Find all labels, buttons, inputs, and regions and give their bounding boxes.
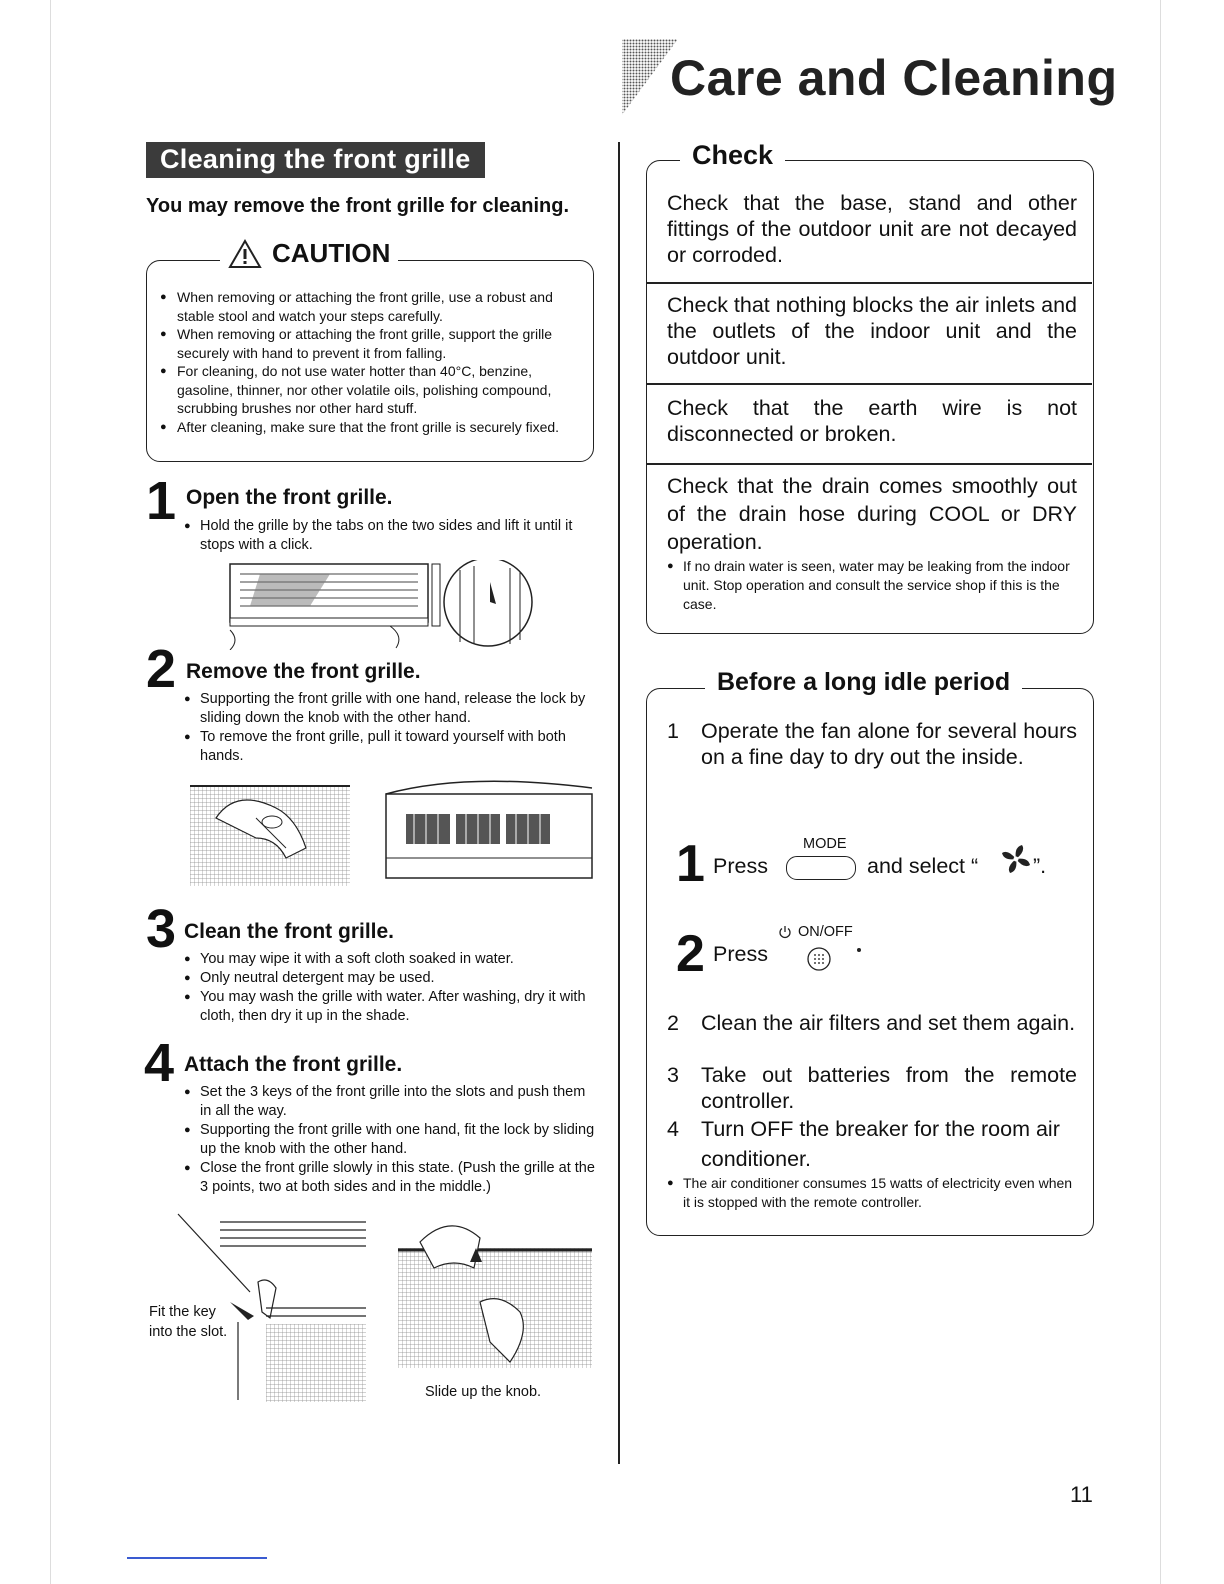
step-3-title: Clean the front grille.: [184, 920, 395, 943]
idle-item-1: [667, 718, 1077, 770]
caption-slide-up: Slide up the knob.: [425, 1384, 542, 1400]
open-grille-illustration: [220, 560, 540, 650]
attach-grille-illustration: [170, 1212, 600, 1402]
step-1-list: [184, 517, 596, 555]
check-item-2: Check that nothing blocks the air inlets and the outlets of the indoor unit and the outdoor unit.: [667, 293, 1077, 369]
step-3-list: [184, 950, 596, 1026]
scan-edge-right: [1160, 0, 1161, 1584]
step-4-number: 4: [144, 1033, 175, 1093]
idle-item-2: [667, 1010, 1077, 1036]
check-separator: [646, 383, 1092, 385]
mode-button-label: MODE: [803, 836, 847, 852]
idle-substep-1-end: ”.: [1033, 854, 1047, 878]
step-2-item: ● To remove the front grille, pull it toward yourself with both hands.: [184, 728, 596, 766]
idle-item-number: 3: [667, 1063, 679, 1087]
page-title: Care and Cleaning: [670, 50, 1118, 106]
caption-fit-key-1: Fit the key: [149, 1304, 216, 1320]
idle-substep-1-select: and select “: [867, 854, 979, 878]
check-title: Check: [680, 140, 785, 171]
idle-item-text: Turn OFF the breaker for the room air conditioner.: [701, 1117, 1060, 1171]
remove-grille-illustration: [186, 778, 596, 893]
step-2-number: 2: [146, 639, 177, 699]
step-2-list: [184, 690, 596, 766]
check-separator: [646, 463, 1092, 465]
onoff-button-label: ON/OFF: [798, 924, 853, 940]
step-3-item: ● Only neutral detergent may be used.: [184, 969, 596, 988]
intro-text: You may remove the front grille for cleaning.: [146, 195, 570, 217]
idle-item-text: Take out batteries from the remote controller.: [701, 1063, 1077, 1113]
idle-note-item: ● The air conditioner consumes 15 watts of electricity even when it is stopped with the remote controller.: [667, 1174, 1079, 1212]
caution-item: ● When removing or attaching the front grille, use a robust and stable stool and watch your steps carefully.: [160, 288, 584, 325]
idle-item-4: [667, 1114, 1077, 1174]
check-note: [667, 557, 1079, 614]
title-corner-mark-icon: [620, 39, 678, 117]
page-header: [620, 38, 1118, 118]
idle-item-text: Clean the air filters and set them again.: [701, 1011, 1076, 1035]
check-item-3: Check that the earth wire is not disconnected or broken.: [667, 396, 1077, 446]
caution-list: [160, 288, 584, 436]
step-1-number: 1: [146, 471, 177, 531]
idle-note: [667, 1174, 1079, 1212]
idle-substep-1-press: Press: [713, 854, 768, 878]
warning-triangle-icon: [228, 239, 262, 269]
step-3-item: ● You may wipe it with a soft cloth soaked in water.: [184, 950, 596, 969]
caption-fit-key-2: into the slot.: [149, 1324, 228, 1340]
step-4-item: ● Supporting the front grille with one hand, fit the lock by sliding up the knob with the other hand.: [184, 1121, 596, 1159]
idle-item-number: 4: [667, 1117, 679, 1141]
check-item-1: Check that the base, stand and other fittings of the outdoor unit are not decayed or corroded.: [667, 191, 1077, 267]
power-icon: [778, 925, 792, 939]
step-2-title: Remove the front grille.: [186, 660, 421, 683]
idle-title: Before a long idle period: [705, 668, 1022, 697]
caution-item: ● For cleaning, do not use water hotter than 40°C, benzine, gasoline, thinner, nor other volatile oils, polishing compound, scrubbing brushes nor other hard stuff.: [160, 362, 584, 418]
idle-substep-1-number: 1: [676, 835, 705, 893]
step-3-number: 3: [146, 899, 177, 959]
fan-icon: [1000, 843, 1032, 875]
check-separator: [646, 282, 1092, 284]
idle-item-number: 2: [667, 1011, 679, 1035]
idle-substep-2-number: 2: [676, 925, 705, 983]
idle-item-3: [667, 1062, 1077, 1114]
section-title: Cleaning the front grille: [146, 142, 485, 178]
column-divider: [618, 142, 620, 1464]
step-4-title: Attach the front grille.: [184, 1053, 403, 1076]
check-item-4: Check that the drain comes smoothly out of the drain hose during COOL or DRY operation.: [667, 474, 1077, 554]
page-number: 11: [1070, 1482, 1093, 1507]
step-4-item: ● Set the 3 keys of the front grille into the slots and push them in all the way.: [184, 1083, 596, 1121]
step-1-item: ● Hold the grille by the tabs on the two sides and lift it until it stops with a click.: [184, 517, 596, 555]
footer-line: [127, 1557, 267, 1559]
step-3-item: ● You may wash the grille with water. After washing, dry it with cloth, then dry it up in the shade.: [184, 988, 596, 1026]
onoff-label-group: [778, 924, 853, 940]
caution-title: CAUTION: [272, 238, 391, 268]
onoff-button-icon: [806, 946, 832, 972]
idle-item-1-text: Operate the fan alone for several hours on a fine day to dry out the inside.: [701, 719, 1077, 769]
caution-item: ● After cleaning, make sure that the front grille is securely fixed.: [160, 418, 584, 437]
step-4-item: ● Close the front grille slowly in this state. (Push the grille at the 3 points, two at both sides and in the middle.): [184, 1159, 596, 1197]
step-4-list: [184, 1083, 596, 1197]
idle-substep-2-press: Press: [713, 942, 768, 966]
check-note-item: ● If no drain water is seen, water may be leaking from the indoor unit. Stop operation and consult the service shop if this is the case.: [667, 557, 1079, 614]
step-2-item: ● Supporting the front grille with one hand, release the lock by sliding down the knob with the other hand.: [184, 690, 596, 728]
step-1-title: Open the front grille.: [186, 486, 393, 509]
period-dot: [857, 948, 861, 952]
scan-edge-left: [50, 0, 51, 1584]
mode-button-icon: [786, 856, 856, 880]
caution-item: ● When removing or attaching the front grille, support the grille securely with hand to prevent it from falling.: [160, 325, 584, 362]
caution-heading: [220, 238, 398, 269]
idle-item-1-number: 1: [667, 719, 679, 743]
